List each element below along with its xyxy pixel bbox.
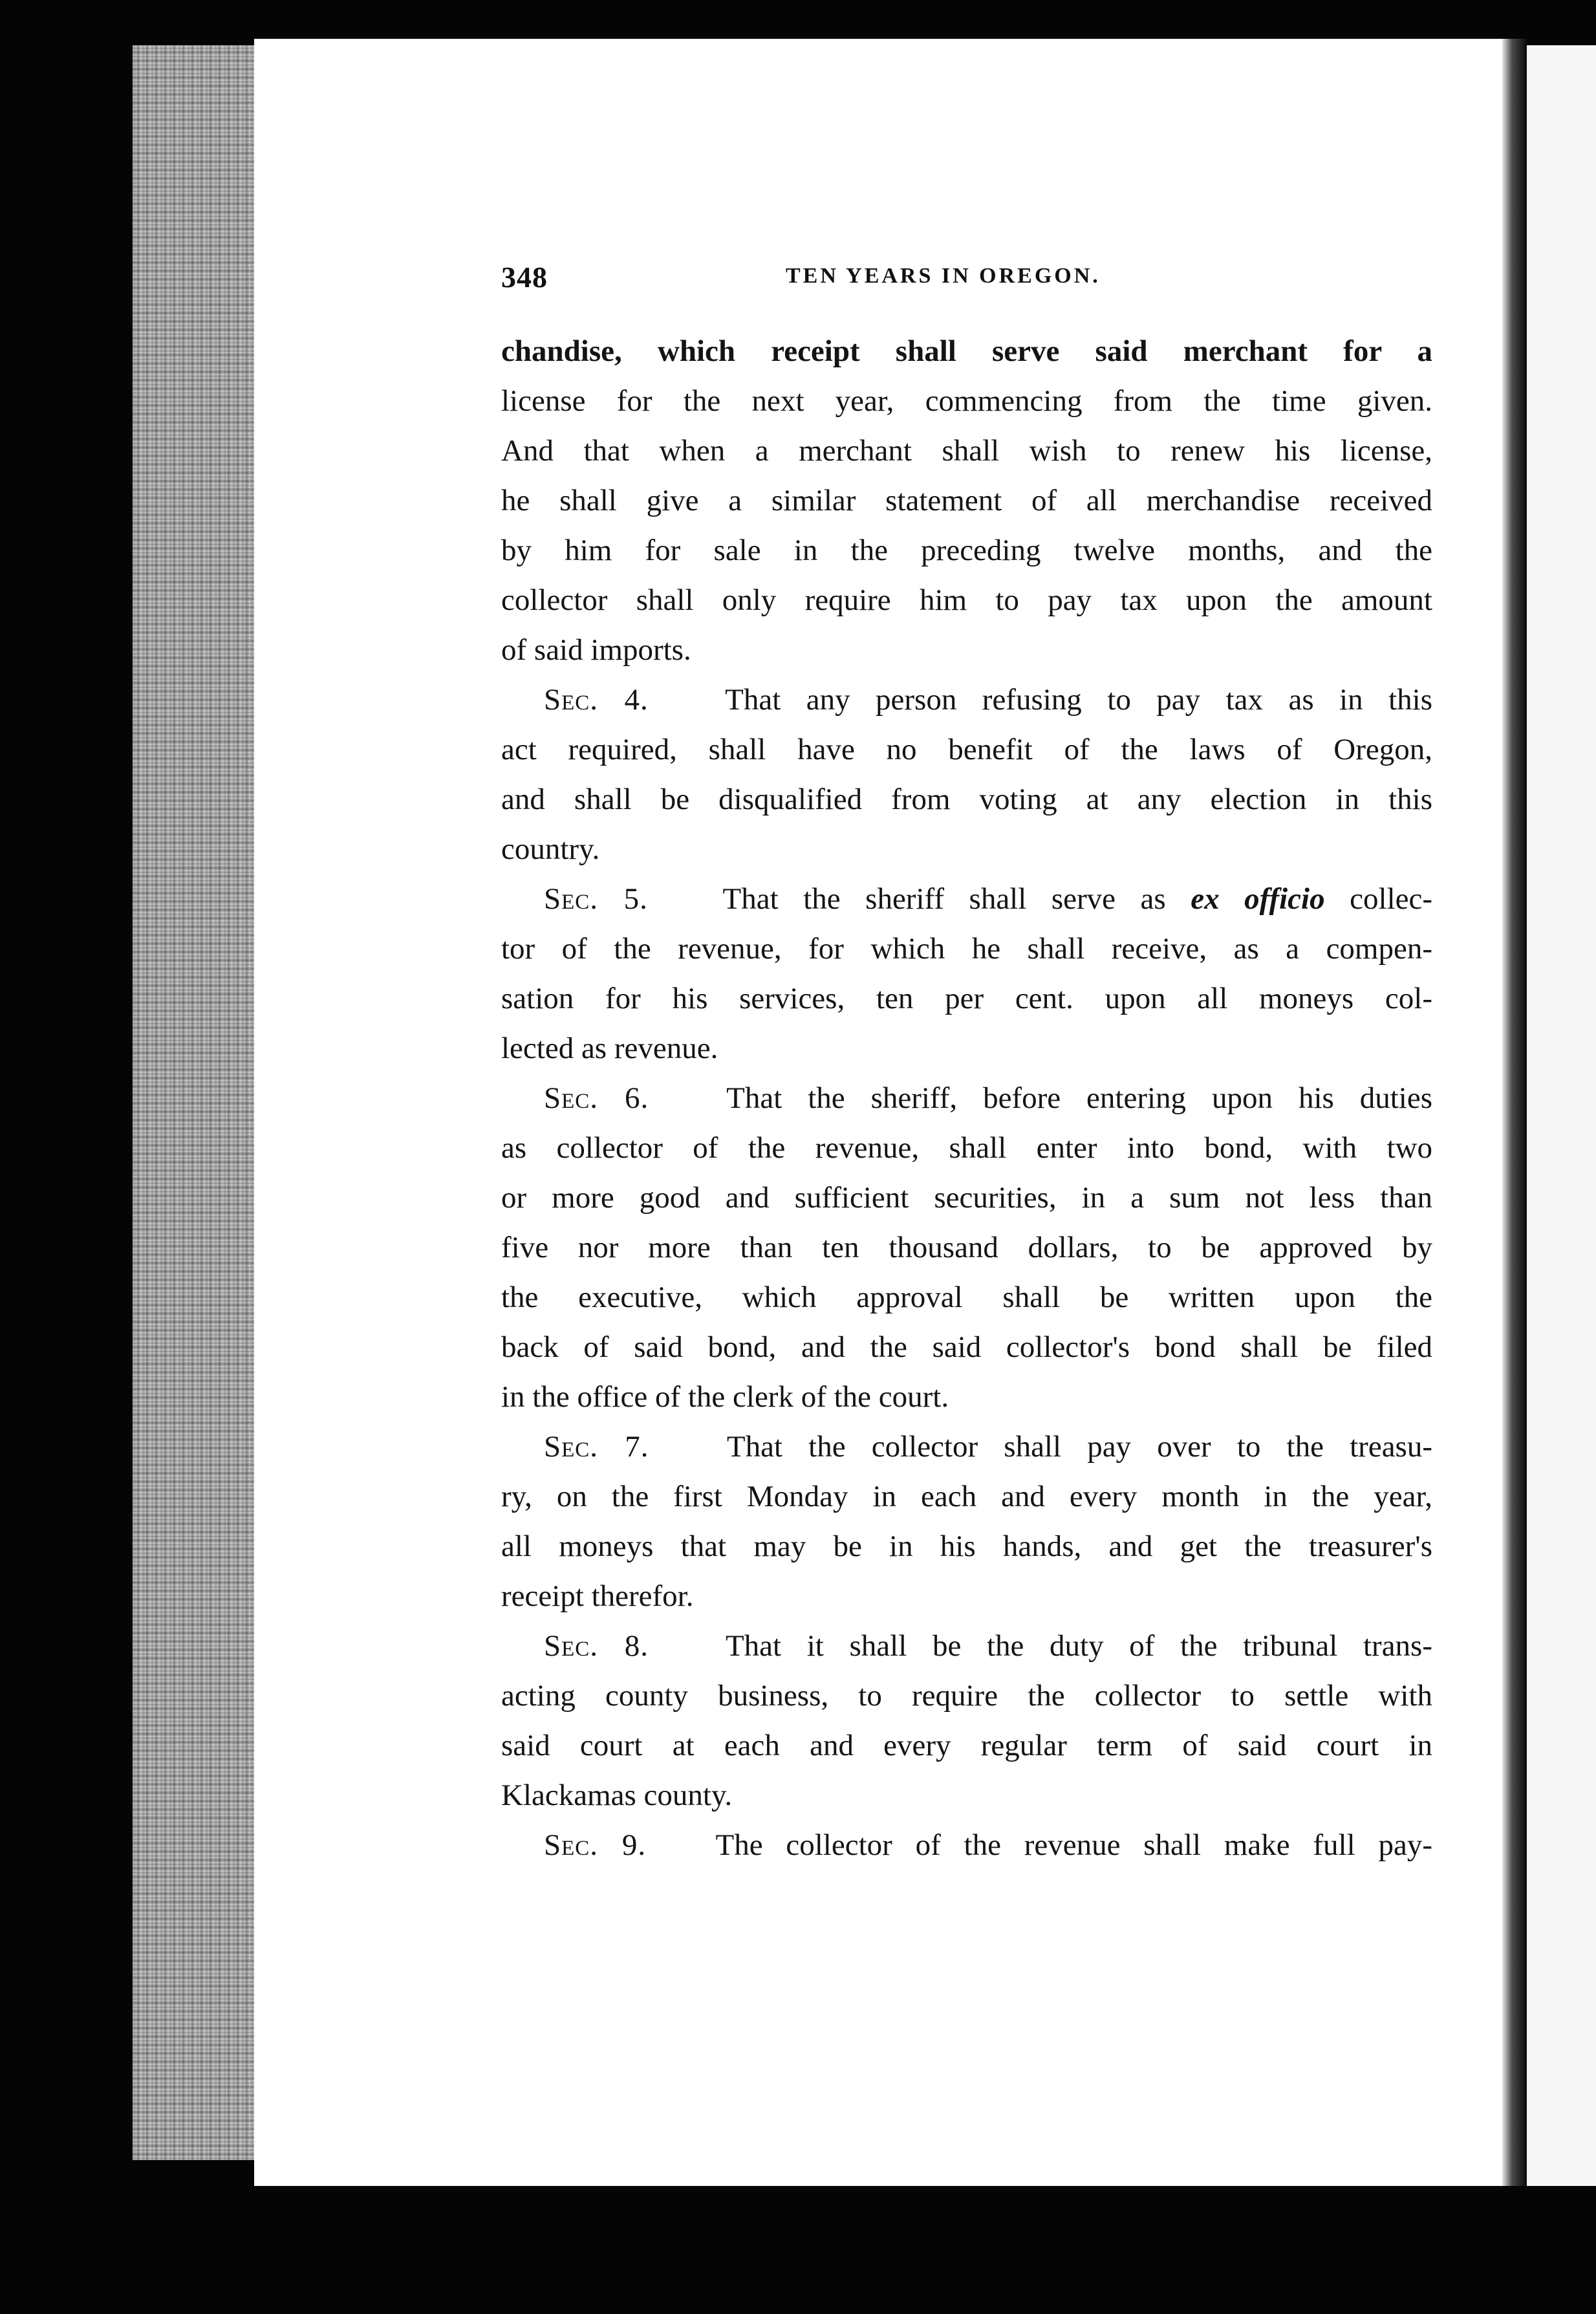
text-line: all moneys that may be in his hands, and get the treasurer's xyxy=(501,1530,1432,1563)
text-line: receipt therefor. xyxy=(501,1579,694,1613)
book-gutter xyxy=(1502,39,1527,2186)
text-line: act required, shall have no benefit of the laws of Oregon, xyxy=(501,733,1432,766)
text-line: license for the next year, commencing from the time given. xyxy=(501,384,1432,418)
facing-page-sliver xyxy=(1527,45,1596,2186)
section-label: Sec. 8. xyxy=(544,1629,649,1663)
text-line: acting county business, to require the collector to settle with xyxy=(501,1679,1432,1713)
text-line: the executive, which approval shall be written upon the xyxy=(501,1281,1432,1314)
text-line: in the office of the clerk of the court. xyxy=(501,1380,949,1414)
section-8 xyxy=(501,1621,1432,1821)
book-page-edges-shading xyxy=(133,45,255,2160)
section-first-line xyxy=(501,1821,1432,1870)
text-line: country. xyxy=(501,832,600,866)
section-text: That the sheriff shall serve as xyxy=(722,882,1166,916)
text-line: of said imports. xyxy=(501,633,691,667)
section-first-line xyxy=(501,675,1432,725)
section-text: That any person refusing to pay tax as in this xyxy=(725,683,1432,717)
body-text xyxy=(501,327,1432,1870)
section-9 xyxy=(501,1821,1432,1870)
section-label: Sec. 6. xyxy=(544,1081,649,1115)
text-line: by him for sale in the preceding twelve months, and the xyxy=(501,534,1432,567)
latin-term: ex officio xyxy=(1191,882,1325,916)
section-text: That the sheriff, before entering upon his duties xyxy=(726,1081,1432,1115)
section-text: That the collector shall pay over to the treasu- xyxy=(726,1430,1432,1464)
text-line: lected as revenue. xyxy=(501,1032,718,1065)
text-line: back of said bond, and the said collector's bond shall be filed xyxy=(501,1330,1432,1364)
text-line: five nor more than ten thousand dollars, to be approved by xyxy=(501,1231,1432,1264)
text-line: And that when a merchant shall wish to renew his license, xyxy=(501,434,1432,468)
text-line: and shall be disqualified from voting at any election in this xyxy=(501,783,1432,816)
section-first-line xyxy=(501,874,1432,924)
section-text: That it shall be the duty of the tribunal trans- xyxy=(725,1629,1432,1663)
section-7 xyxy=(501,1422,1432,1621)
text-line: said court at each and every regular term of said court in xyxy=(501,1729,1432,1762)
text-line: sation for his services, ten per cent. upon all moneys col- xyxy=(501,982,1432,1015)
section-text: The collector of the revenue shall make full pay- xyxy=(715,1828,1432,1862)
section-first-line xyxy=(501,1422,1432,1472)
paragraph-continued xyxy=(501,327,1432,675)
page-number: 348 xyxy=(501,261,548,294)
section-first-line xyxy=(501,1621,1432,1671)
text-line: collector shall only require him to pay tax upon the amount xyxy=(501,583,1432,617)
section-label: Sec. 9. xyxy=(544,1828,647,1862)
text-line: he shall give a similar statement of all merchandise received xyxy=(501,484,1432,517)
section-label: Sec. 4. xyxy=(544,683,649,717)
running-head xyxy=(501,260,1432,299)
section-label: Sec. 5. xyxy=(544,882,648,916)
text-line: chandise, which receipt shall serve said merchant for a xyxy=(501,334,1432,368)
section-label: Sec. 7. xyxy=(544,1430,649,1464)
section-4 xyxy=(501,675,1432,874)
text-line: Klackamas county. xyxy=(501,1779,733,1812)
section-first-line xyxy=(501,1074,1432,1123)
section-6 xyxy=(501,1074,1432,1422)
text-line: as collector of the revenue, shall enter into bond, with two xyxy=(501,1131,1432,1165)
text-line: tor of the revenue, for which he shall receive, as a compen- xyxy=(501,932,1432,966)
section-5 xyxy=(501,874,1432,1074)
text-line: or more good and sufficient securities, in a sum not less than xyxy=(501,1181,1432,1215)
running-title: TEN YEARS IN OREGON. xyxy=(786,264,1101,288)
text-line: ry, on the first Monday in each and every month in the year, xyxy=(501,1480,1432,1513)
section-text-end: collec- xyxy=(1350,882,1432,916)
